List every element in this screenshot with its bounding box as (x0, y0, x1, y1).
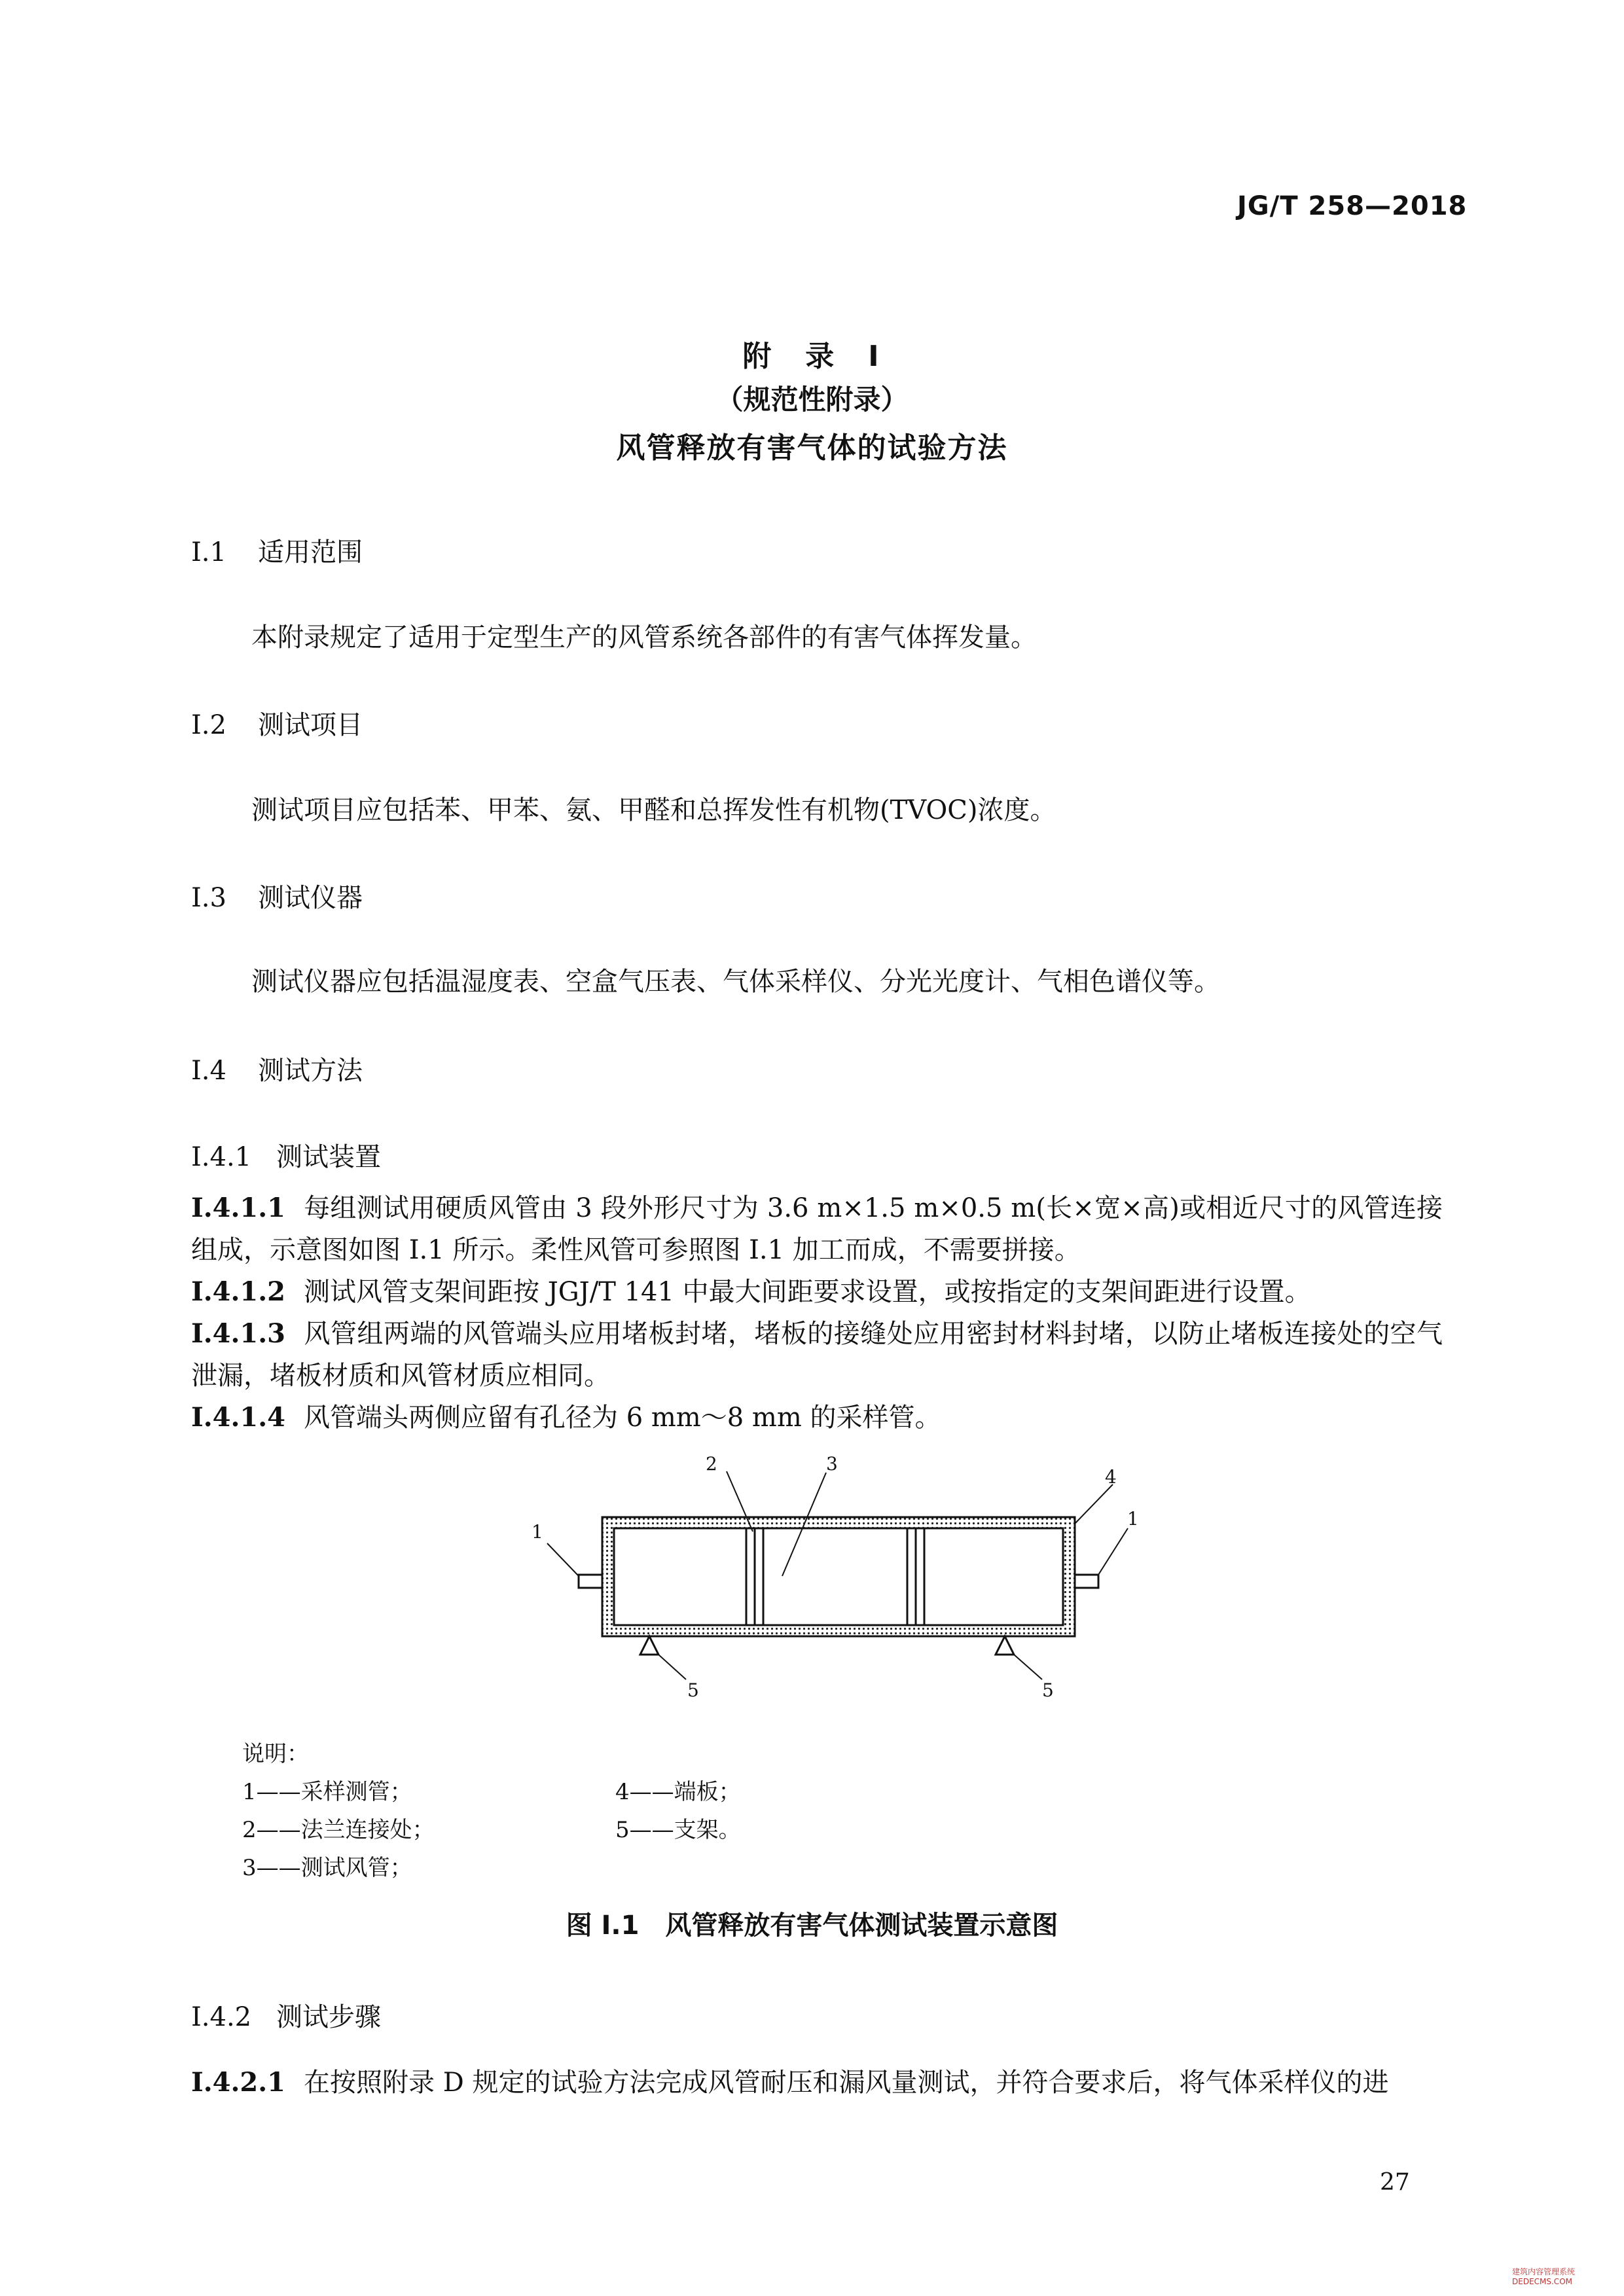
callout-3: 3 (826, 1453, 838, 1475)
section-title: 测试仪器 (258, 883, 363, 913)
clause-i414 (191, 1397, 1443, 1439)
callout-5-right: 5 (1042, 1679, 1054, 1701)
standard-number: JG/T 258—2018 (1237, 191, 1468, 221)
callout-4: 4 (1105, 1466, 1117, 1488)
paragraph-instruments: 测试仪器应包括温湿度表、空盒气压表、气体采样仪、分光光度计、气相色谱仪等。 (251, 967, 1220, 997)
flange-joint-right (907, 1528, 924, 1625)
duct-test-diagram (511, 1440, 1139, 1715)
page-number: 27 (1380, 2169, 1410, 2196)
section-title: 测试步骤 (276, 2002, 381, 2032)
legend-item-1: 1——采样测管； (242, 1779, 412, 1805)
clause-text: 风管组两端的风管端头应用堵板封堵，堵板的接缝处应用密封材料封堵，以防止堵板连接处的空气泄漏，堵板材质和风管材质应相同。 (191, 1319, 1443, 1391)
section-title: 适用范围 (258, 537, 363, 567)
section-heading-i4 (191, 1050, 363, 1087)
section-heading-i1 (191, 531, 363, 569)
section-title: 测试装置 (276, 1142, 381, 1172)
section-number: I.1 (191, 537, 226, 567)
watermark-logo: 建筑内容管理系统 DEDECMS.COM (1512, 2267, 1576, 2286)
section-number: I.4.1 (191, 1142, 252, 1172)
clause-text: 风管端头两侧应留有孔径为 6 mm～8 mm 的采样管。 (303, 1403, 941, 1433)
duct-body (602, 1517, 1075, 1636)
section-heading-i41 (191, 1136, 381, 1174)
appendix-title: 附 录 I (742, 340, 882, 373)
legend-item-4: 4——端板； (615, 1779, 741, 1805)
legend-item-5: 5——支架。 (615, 1817, 741, 1843)
clause-i421 (191, 2062, 1443, 2104)
callout-2: 2 (706, 1453, 717, 1475)
clause-text: 每组测试用硬质风管由 3 段外形尺寸为 3.6 m×1.5 m×0.5 m(长×宽×高)或相近尺寸的风管连接组成，示意图如图 I.1 所示。柔性风管可参照图 I.1 加工而成，不需要拼接。 (191, 1193, 1443, 1265)
flange-joint-left (746, 1528, 763, 1625)
section-heading-i42 (191, 1996, 381, 2034)
clause-text: 测试风管支架间距按 JGJ/T 141 中最大间距要求设置，或按指定的支架间距进行设置。 (303, 1277, 1311, 1307)
clause-number: I.4.1.3 (191, 1318, 285, 1349)
support-left (640, 1636, 659, 1655)
sampling-tube-right (1075, 1575, 1098, 1588)
sampling-tube-left (579, 1575, 602, 1588)
legend-title: 说明： (242, 1741, 309, 1767)
figure-caption: 图 I.1 风管释放有害气体测试装置示意图 (566, 1910, 1058, 1941)
clause-text: 在按照附录 D 规定的试验方法完成风管耐压和漏风量测试，并符合要求后，将气体采样仪的进 (303, 2068, 1389, 2098)
section-number: I.4 (191, 1056, 226, 1086)
section-heading-i2 (191, 704, 363, 742)
clause-i411 (191, 1187, 1443, 1271)
clause-i412 (191, 1271, 1443, 1313)
section-number: I.2 (191, 710, 226, 740)
clause-number: I.4.1.1 (191, 1193, 285, 1223)
appendix-name: 风管释放有害气体的试验方法 (616, 431, 1008, 465)
paragraph-scope: 本附录规定了适用于定型生产的风管系统各部件的有害气体挥发量。 (251, 622, 1037, 653)
callout-5-left: 5 (687, 1679, 699, 1701)
legend-item-3: 3——测试风管； (242, 1855, 412, 1881)
callout-1-left: 1 (532, 1521, 543, 1543)
support-right (996, 1636, 1014, 1655)
section-heading-i3 (191, 877, 363, 914)
clause-number: I.4.1.2 (191, 1276, 285, 1307)
section-number: I.4.2 (191, 2002, 252, 2032)
paragraph-test-items: 测试项目应包括苯、甲苯、氨、甲醛和总挥发性有机物(TVOC)浓度。 (251, 795, 1056, 825)
callout-1-right: 1 (1127, 1508, 1139, 1530)
clause-number: I.4.1.4 (191, 1402, 285, 1433)
clause-i413 (191, 1313, 1443, 1397)
clause-number: I.4.2.1 (191, 2067, 285, 2098)
legend-item-2: 2——法兰连接处； (242, 1817, 435, 1843)
section-title: 测试方法 (258, 1056, 363, 1086)
section-title: 测试项目 (258, 710, 363, 740)
section-number: I.3 (191, 883, 226, 913)
appendix-type: （规范性附录） (715, 384, 909, 416)
